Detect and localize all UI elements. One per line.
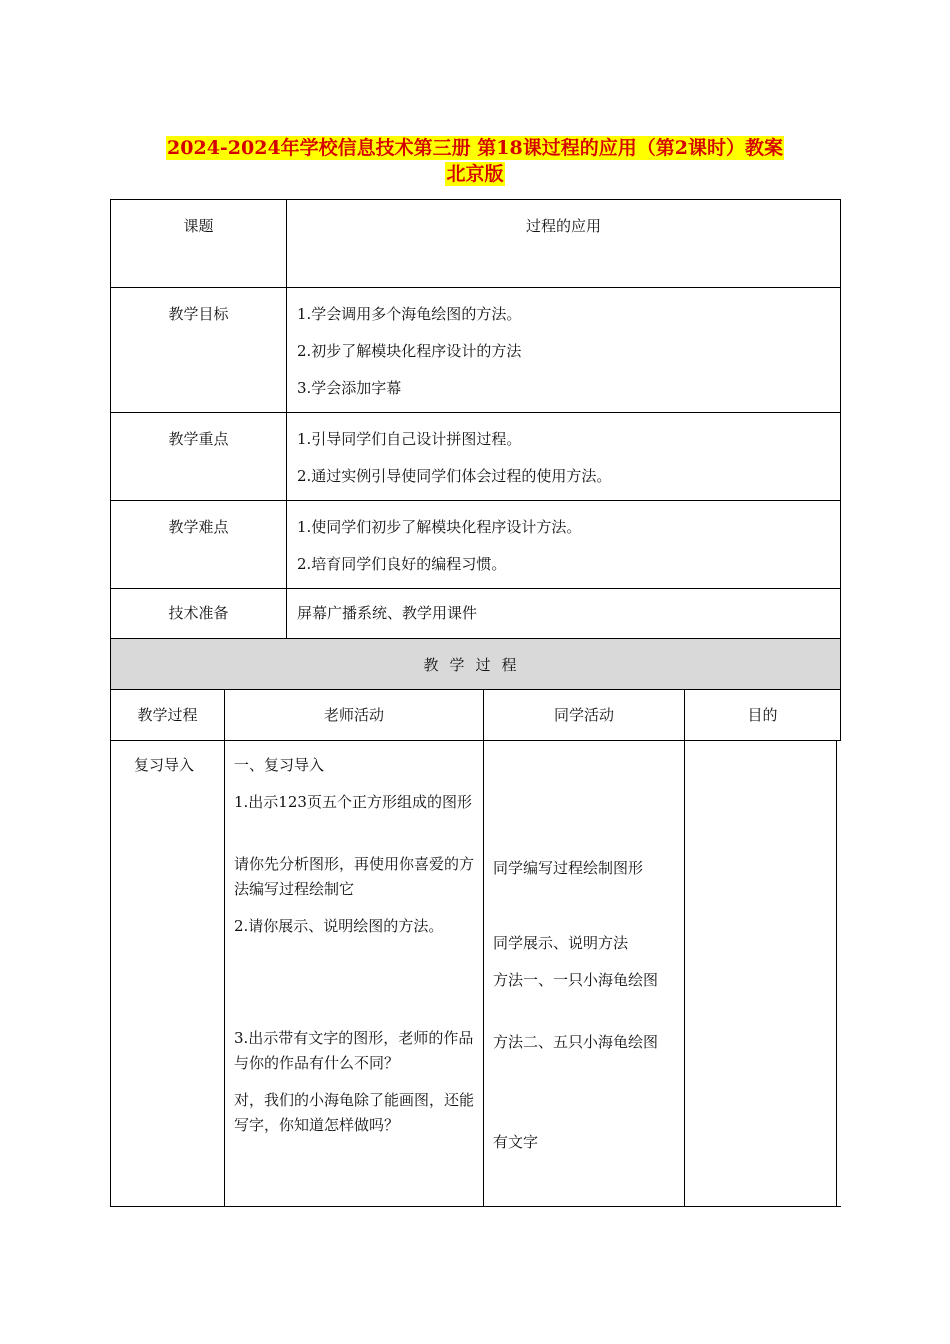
info-row-tech-prep <box>111 589 841 639</box>
info-row-difficulties <box>111 501 841 589</box>
content-line: 2.培育同学们良好的编程习惯。 <box>297 555 507 573</box>
teacher-line: 1.出示123页五个正方形组成的图形 <box>234 793 472 811</box>
document-title <box>0 136 950 186</box>
header-student: 同学活动 <box>484 690 685 741</box>
lesson-info-table <box>110 199 841 741</box>
title-line-1: 2024-2024年学校信息技术第三册 第18课过程的应用（第2课时）教案 <box>167 137 783 159</box>
student-line: 方法二、五只小海龟绘图 <box>493 1033 659 1051</box>
row-label: 教学重点 <box>111 413 287 501</box>
row-content <box>287 288 841 413</box>
content-line: 屏幕广播系统、教学用课件 <box>297 604 478 622</box>
teacher-line: 一、复习导入 <box>234 756 325 774</box>
purpose-column <box>685 740 837 1206</box>
student-line: 同学展示、说明方法 <box>493 934 629 952</box>
row-label: 教学目标 <box>111 288 287 413</box>
header-purpose: 目的 <box>685 690 841 741</box>
content-line: 2.初步了解模块化程序设计的方法 <box>297 342 522 360</box>
content-line: 1.学会调用多个海龟绘图的方法。 <box>297 305 522 323</box>
teacher-line: 对，我们的小海龟除了能画图，还能写字，你知道怎样做吗？ <box>234 1091 475 1134</box>
title-line-2: 北京版 <box>446 163 504 185</box>
header-stage: 教学过程 <box>111 690 225 741</box>
header-teacher: 老师活动 <box>225 690 484 741</box>
content-line: 1.使同学们初步了解模块化程序设计方法。 <box>297 518 582 536</box>
topic-value: 过程的应用 <box>287 200 841 288</box>
row-content <box>287 589 841 639</box>
info-row-topic <box>111 200 841 288</box>
teacher-line: 2.请你展示、说明绘图的方法。 <box>234 917 444 935</box>
process-banner-row <box>111 639 841 690</box>
row-label: 课题 <box>111 200 287 288</box>
content-line: 3.学会添加字幕 <box>297 379 402 397</box>
process-detail-row <box>110 740 841 1207</box>
info-row-goals <box>111 288 841 413</box>
student-line: 方法一、一只小海龟绘图 <box>493 971 659 989</box>
stage-column <box>111 740 225 1206</box>
content-line: 2.通过实例引导使同学们体会过程的使用方法。 <box>297 467 612 485</box>
student-line: 同学编写过程绘制图形 <box>493 859 644 877</box>
row-label: 技术准备 <box>111 589 287 639</box>
row-content <box>287 501 841 589</box>
content-line: 1.引导同学们自己设计拼图过程。 <box>297 430 522 448</box>
row-label: 教学难点 <box>111 501 287 589</box>
info-row-key-points <box>111 413 841 501</box>
teacher-line: 3.出示带有文字的图形，老师的作品与你的作品有什么不同？ <box>234 1029 474 1072</box>
row-content <box>287 413 841 501</box>
student-activity-column <box>484 740 685 1206</box>
student-line: 有文字 <box>493 1133 539 1151</box>
stage-label: 复习导入 <box>134 756 195 774</box>
process-header-row <box>111 690 841 741</box>
process-banner: 教学过程 <box>111 639 841 690</box>
teacher-line: 请你先分析图形，再使用你喜爱的方法编写过程绘制它 <box>234 855 475 898</box>
teacher-activity-column <box>225 740 484 1206</box>
